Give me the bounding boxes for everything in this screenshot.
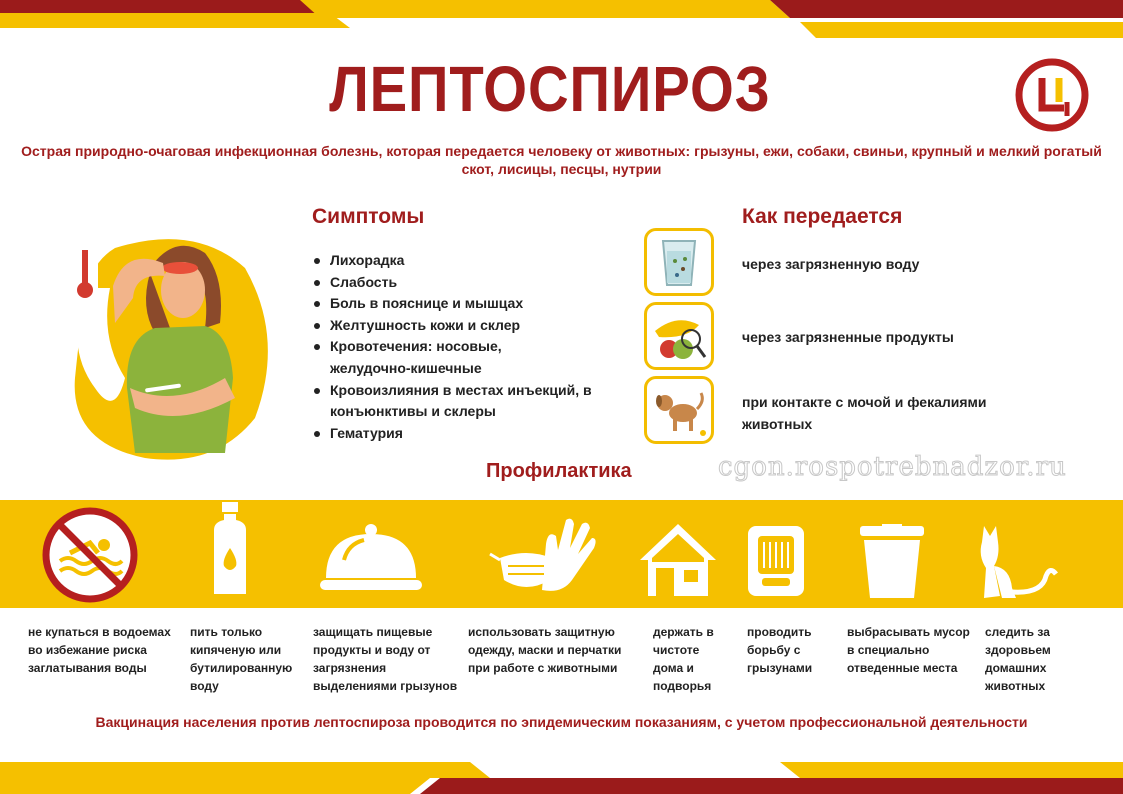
rodent-trap-icon [746, 524, 806, 598]
top-decoration [0, 0, 1123, 45]
symptom-item: Кровоизлияния в местах инъекций, в конъюнктивы и склеры [312, 380, 602, 423]
prevention-item-label: выбрасывать мусор в специально отведенные места [847, 625, 970, 675]
prevention-item-label: держать в чистоте дома и подворья [653, 625, 714, 693]
symptom-item: Боль в пояснице и мышцах [312, 293, 612, 315]
bottle-icon [208, 500, 252, 600]
prevention-item-label: пить только кипяченую или бутилированную воду [190, 625, 293, 693]
transmission-heading: Как передается [742, 205, 903, 228]
symptom-item: Кровотечения: носовые, желудочно-кишечные [312, 336, 532, 379]
transmission-item-label: через загрязненную воду [742, 256, 920, 272]
food-cover-icon [318, 520, 424, 600]
prevention-item-label: следить за здоровьем домашних животных [985, 625, 1051, 693]
symptom-item: Лихорадка [312, 250, 612, 272]
mask-glove-icon [486, 514, 598, 598]
prevention-item-label: защищать пищевые продукты и воду от загрязнения выделениями грызунов [313, 625, 458, 693]
prevention-item-label: не купаться в водоемах во избежание риска заглатывания воды [28, 625, 171, 675]
sick-woman-illustration [55, 228, 280, 463]
trash-bin-icon [856, 524, 928, 600]
transmission-item-label: через загрязненные продукты [742, 329, 954, 345]
bottom-decoration [0, 756, 1123, 794]
transmission-item-label: при контакте с мочой и фекалиями животных [742, 394, 987, 432]
prevention-heading: Профилактика [486, 460, 632, 482]
symptom-item: Желтушность кожи и склер [312, 315, 612, 337]
symptom-item: Слабость [312, 272, 612, 294]
symptoms-list [312, 250, 612, 444]
cat-icon [972, 522, 1058, 602]
water-glass-icon [644, 228, 714, 296]
prevention-item-label: проводить борьбу с грызунами [747, 625, 813, 675]
page-title: ЛЕПТОСПИРОЗ [329, 53, 771, 125]
symptom-item: Гематурия [312, 423, 612, 445]
symptoms-heading: Симптомы [312, 205, 425, 228]
food-products-icon [644, 302, 714, 370]
no-swimming-icon [40, 505, 140, 605]
house-icon [636, 520, 720, 598]
vaccination-note: Вакцинация населения против лептоспироза проводится по эпидемическим показаниям, с учетом профессиональной деятельности [95, 714, 1028, 730]
dog-icon [644, 376, 714, 444]
prevention-item-label: использовать защитную одежду, маски и перчатки при работе с животными [468, 625, 622, 675]
watermark: cgon.rospotrebnadzor.ru [718, 452, 1067, 482]
page-subtitle: Острая природно-очаговая инфекционная болезнь, которая передается человеку от животных: грызуны, ежи, собаки, свиньи, крупный и мелкий рогатый скот, лисицы, песцы, нутрии [21, 143, 1102, 177]
